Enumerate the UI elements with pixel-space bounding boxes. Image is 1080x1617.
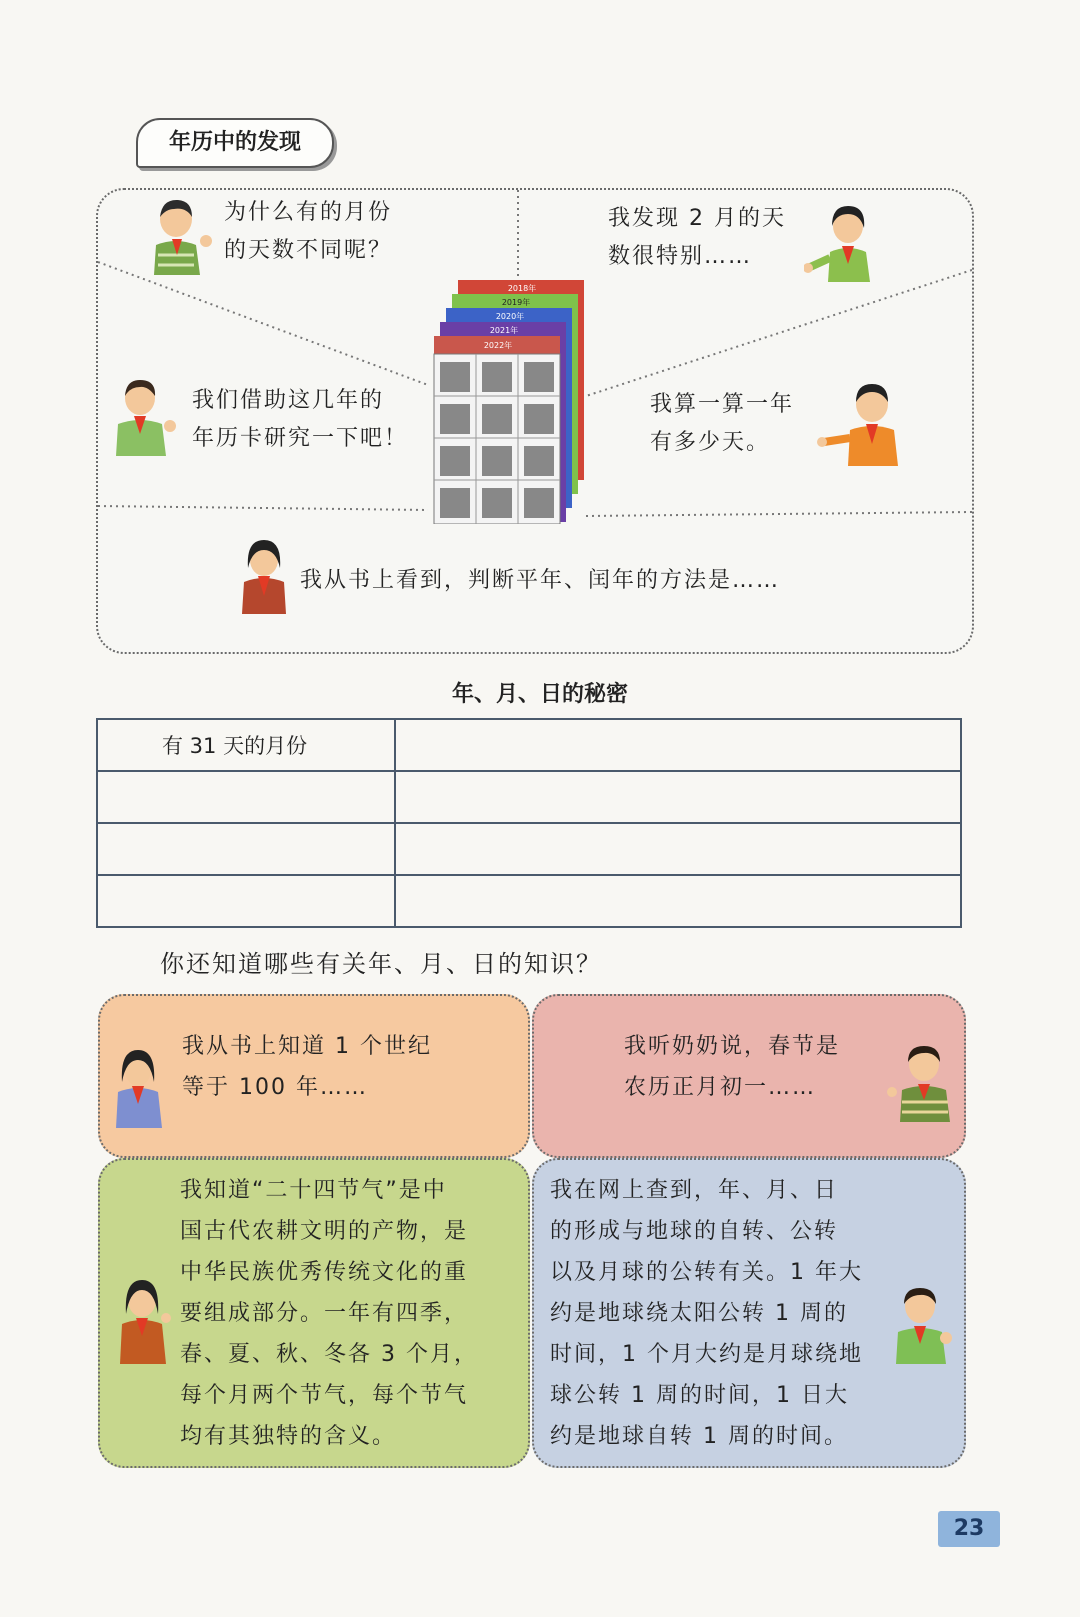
astronomy-card <box>532 1158 966 1468</box>
calendar-label-2021: 2021年 <box>489 326 519 335</box>
astronomy-card-text: 我在网上查到，年、月、日 的形成与地球的自转、公转 以及月球的公转有关。1 年大 约是地球绕太阳公转 1 周的 时间，1 个月大约是月球绕地 球公转 1 周的时间，1 日大 约是地球自转 1 周的时间。 <box>550 1178 863 1449</box>
table-cell-input[interactable] <box>395 771 961 823</box>
table-row <box>97 719 961 771</box>
question-text: 你还知道哪些有关年、月、日的知识？ <box>160 950 602 978</box>
table-cell: 有 31 天的月份 <box>97 719 395 771</box>
solar-terms-card-text: 我知道“二十四节气”是中 国古代农耕文明的产物，是 中华民族优秀传统文化的重 要组成部分。一年有四季， 春、夏、秋、冬各 3 个月， 每个月两个节气，每个节气 均有其独特的含义。 <box>180 1178 478 1449</box>
century-card <box>98 994 530 1158</box>
bottom-speech: 我从书上看到，判断平年、闰年的方法是…… <box>300 568 781 593</box>
table-cell-input[interactable] <box>395 719 961 771</box>
secret-table <box>96 718 962 928</box>
table-row <box>97 875 961 927</box>
calendar-label-2018: 2018年 <box>507 284 537 293</box>
table-row <box>97 823 961 875</box>
girl-reading-illustration <box>234 538 294 614</box>
spring-festival-card <box>532 994 966 1158</box>
table-cell-input[interactable] <box>97 771 395 823</box>
spring-festival-card-text: 我听奶奶说，春节是 农历正月初一…… <box>624 1034 841 1100</box>
table-cell-input[interactable] <box>395 823 961 875</box>
calendar-cards-stack <box>428 276 588 524</box>
boy-thinking-illustration <box>148 195 218 275</box>
table-cell-input[interactable] <box>97 875 395 927</box>
boy-with-grandma-story-illustration <box>884 1042 954 1122</box>
discussion-panel <box>96 188 974 654</box>
middle-right-speech: 我算一算一年 有多少天。 <box>650 392 795 455</box>
boy-calculating-illustration <box>814 380 904 466</box>
table-cell-input[interactable] <box>97 823 395 875</box>
top-left-speech: 为什么有的月份 的天数不同呢？ <box>224 200 393 263</box>
calendar-label-2022: 2022年 <box>483 341 513 350</box>
boy-astronomy-illustration <box>884 1284 954 1364</box>
solar-terms-card <box>98 1158 530 1468</box>
section-title: 年历中的发现 <box>136 118 334 168</box>
middle-left-speech: 我们借助这几年的 年历卡研究一下吧！ <box>192 388 409 451</box>
page-number: 23 <box>938 1511 1000 1547</box>
calendar-label-2019: 2019年 <box>501 298 531 307</box>
boy-suggesting-illustration <box>112 376 182 456</box>
calendar-label-2020: 2020年 <box>495 312 525 321</box>
century-card-text: 我从书上知道 1 个世纪 等于 100 年…… <box>182 1034 432 1100</box>
girl-solar-terms-illustration <box>114 1278 172 1364</box>
girl-pointing-illustration <box>804 202 884 282</box>
girl-explaining-illustration <box>112 1048 166 1128</box>
table-cell-input[interactable] <box>395 875 961 927</box>
top-right-speech: 我发现 2 月的天 数很特别…… <box>608 206 786 269</box>
table-title: 年、月、日的秘密 <box>451 682 628 707</box>
table-row <box>97 771 961 823</box>
